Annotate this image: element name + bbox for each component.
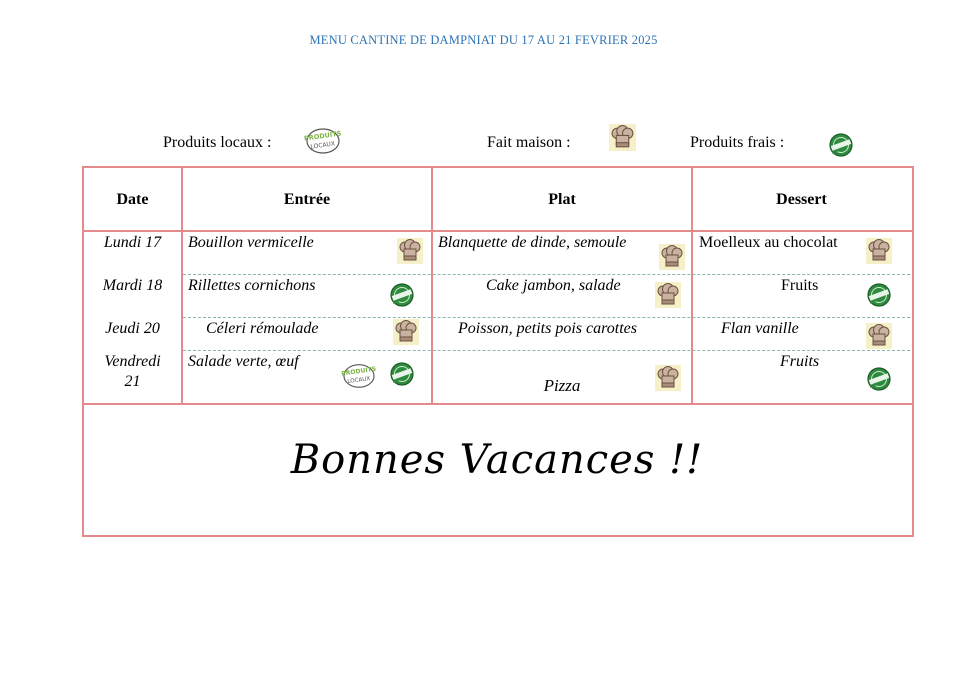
svg-text:PRODUITS: PRODUITS	[341, 365, 377, 378]
fresh-badge-icon	[389, 361, 415, 387]
header-divider	[82, 230, 912, 232]
dessert-cell: Fruits	[781, 277, 819, 294]
chef-hat-icon	[866, 323, 892, 349]
legend-fresh-label: Produits frais :	[690, 134, 785, 151]
date-cell: Jeudi 20	[105, 320, 160, 337]
fresh-badge-icon	[828, 132, 854, 158]
page-title: MENU CANTINE DE DAMPNIAT DU 17 AU 21 FEVRIER 2025	[309, 33, 658, 47]
row-separator	[183, 350, 910, 351]
chef-hat-icon	[866, 238, 892, 264]
header-entree: Entrée	[283, 191, 331, 208]
legend-local-label: Produits locaux :	[163, 134, 272, 151]
chef-hat-icon	[397, 238, 423, 264]
plat-cell: Poisson, petits pois carottes	[458, 320, 637, 337]
dessert-cell: Flan vanille	[721, 320, 799, 337]
date-cell: 21	[124, 373, 141, 390]
plat-cell: Blanquette de dinde, semoule	[438, 234, 627, 251]
chef-hat-icon	[655, 365, 681, 391]
header-dessert: Dessert	[776, 191, 827, 208]
date-cell: Vendredi	[104, 353, 161, 370]
row-separator	[183, 274, 910, 275]
date-cell: Mardi 18	[102, 277, 163, 294]
entree-cell: Rillettes cornichons	[188, 277, 316, 294]
date-cell: Lundi 17	[103, 234, 162, 251]
closing-message: Bonnes Vacances !!	[290, 437, 704, 483]
plat-cell: Cake jambon, salade	[486, 277, 621, 294]
svg-text:LOCAUX: LOCAUX	[347, 375, 371, 386]
entree-cell: Bouillon vermicelle	[188, 234, 314, 251]
dessert-cell: Moelleux au chocolat	[699, 234, 838, 251]
svg-text:PRODUITS: PRODUITS	[304, 129, 342, 143]
svg-text:LOCAUX: LOCAUX	[310, 140, 336, 151]
legend-homemade-label: Fait maison :	[487, 134, 571, 151]
body-divider	[82, 403, 912, 405]
header-plat: Plat	[548, 191, 576, 208]
entree-cell: Céleri rémoulade	[206, 320, 319, 337]
entree-cell: Salade verte, œuf	[188, 353, 299, 370]
plat-cell: Pizza	[543, 376, 581, 395]
fresh-badge-icon	[389, 282, 415, 308]
produits-locaux-logo	[304, 124, 342, 156]
header-date: Date	[116, 191, 149, 208]
fresh-badge-icon	[866, 282, 892, 308]
fresh-badge-icon	[866, 366, 892, 392]
chef-hat-icon	[609, 124, 636, 151]
produits-locaux-logo	[341, 360, 377, 390]
dessert-cell: Fruits	[780, 353, 820, 370]
row-separator	[183, 317, 910, 318]
chef-hat-icon	[659, 244, 685, 270]
chef-hat-icon	[393, 319, 419, 345]
chef-hat-icon	[655, 282, 681, 308]
